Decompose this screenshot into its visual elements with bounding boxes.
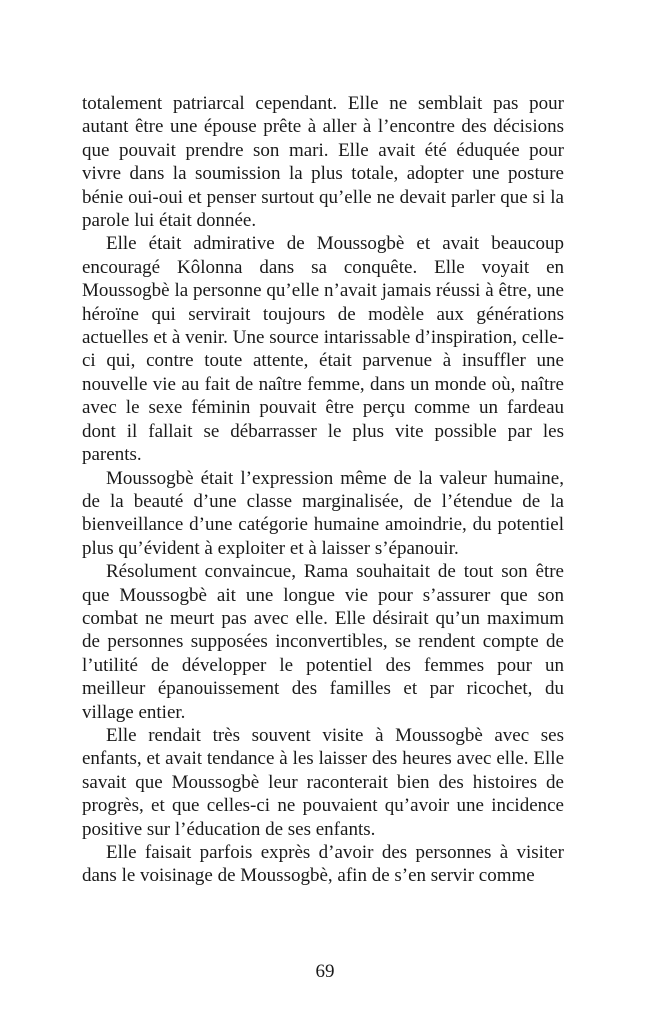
paragraph-2: Elle était admirative de Moussogbè et avait beaucoup encouragé Kôlonna dans sa conquête. Elle voyait en Moussogbè la personne qu’elle n’avait jamais réussi à être, une héroïne qui servirait toujours de modèle aux générations actuelles et à venir. Une source intarissable d’inspiration, celle-ci qui, contre toute attente, était parvenue à insuffler une nouvelle vie au fait de naître femme, dans un monde où, naître avec le sexe féminin pouvait être perçu comme un fardeau dont il fallait se débarrasser le plus vite possible par les parents. — [82, 233, 564, 466]
page-body — [82, 92, 564, 888]
paragraph-1: totalement patriarcal cependant. Elle ne semblait pas pour autant être une épouse prête à aller à l’encontre des décisions que pouvait prendre son mari. Elle avait été éduquée pour vivre dans la soumission la plus totale, adopter une posture bénie oui-oui et penser surtout qu’elle ne devait parler que si la parole lui était donnée. — [82, 93, 564, 232]
paragraph-4: Résolument convaincue, Rama souhaitait de tout son être que Moussogbè ait une longue vie pour s’assurer que son combat ne meurt pas avec elle. Elle désirait qu’un maximum de personnes supposées inconvertibles, se rendent compte de l’utilité de développer le potentiel des femmes pour un meilleur épanouissement des familles et par ricochet, du village entier. — [82, 561, 564, 723]
page-number: 69 — [315, 961, 335, 982]
paragraph-6: Elle faisait parfois exprès d’avoir des personnes à visiter dans le voisinage de Moussogbè, afin de s’en servir comme — [82, 842, 564, 887]
paragraph-5: Elle rendait très souvent visite à Moussogbè avec ses enfants, et avait tendance à les laisser des heures avec elle. Elle savait que Moussogbè leur raconterait bien des histoires de progrès, et que celles-ci ne pouvaient qu’avoir une incidence positive sur l’éducation de ses enfants. — [82, 724, 564, 840]
paragraph-3: Moussogbè était l’expression même de la valeur humaine, de la beauté d’une classe marginalisée, de l’étendue de la bienveillance d’une catégorie humaine amoindrie, du potentiel plus qu’évident à exploiter et à laisser s’épanouir. — [82, 467, 564, 559]
